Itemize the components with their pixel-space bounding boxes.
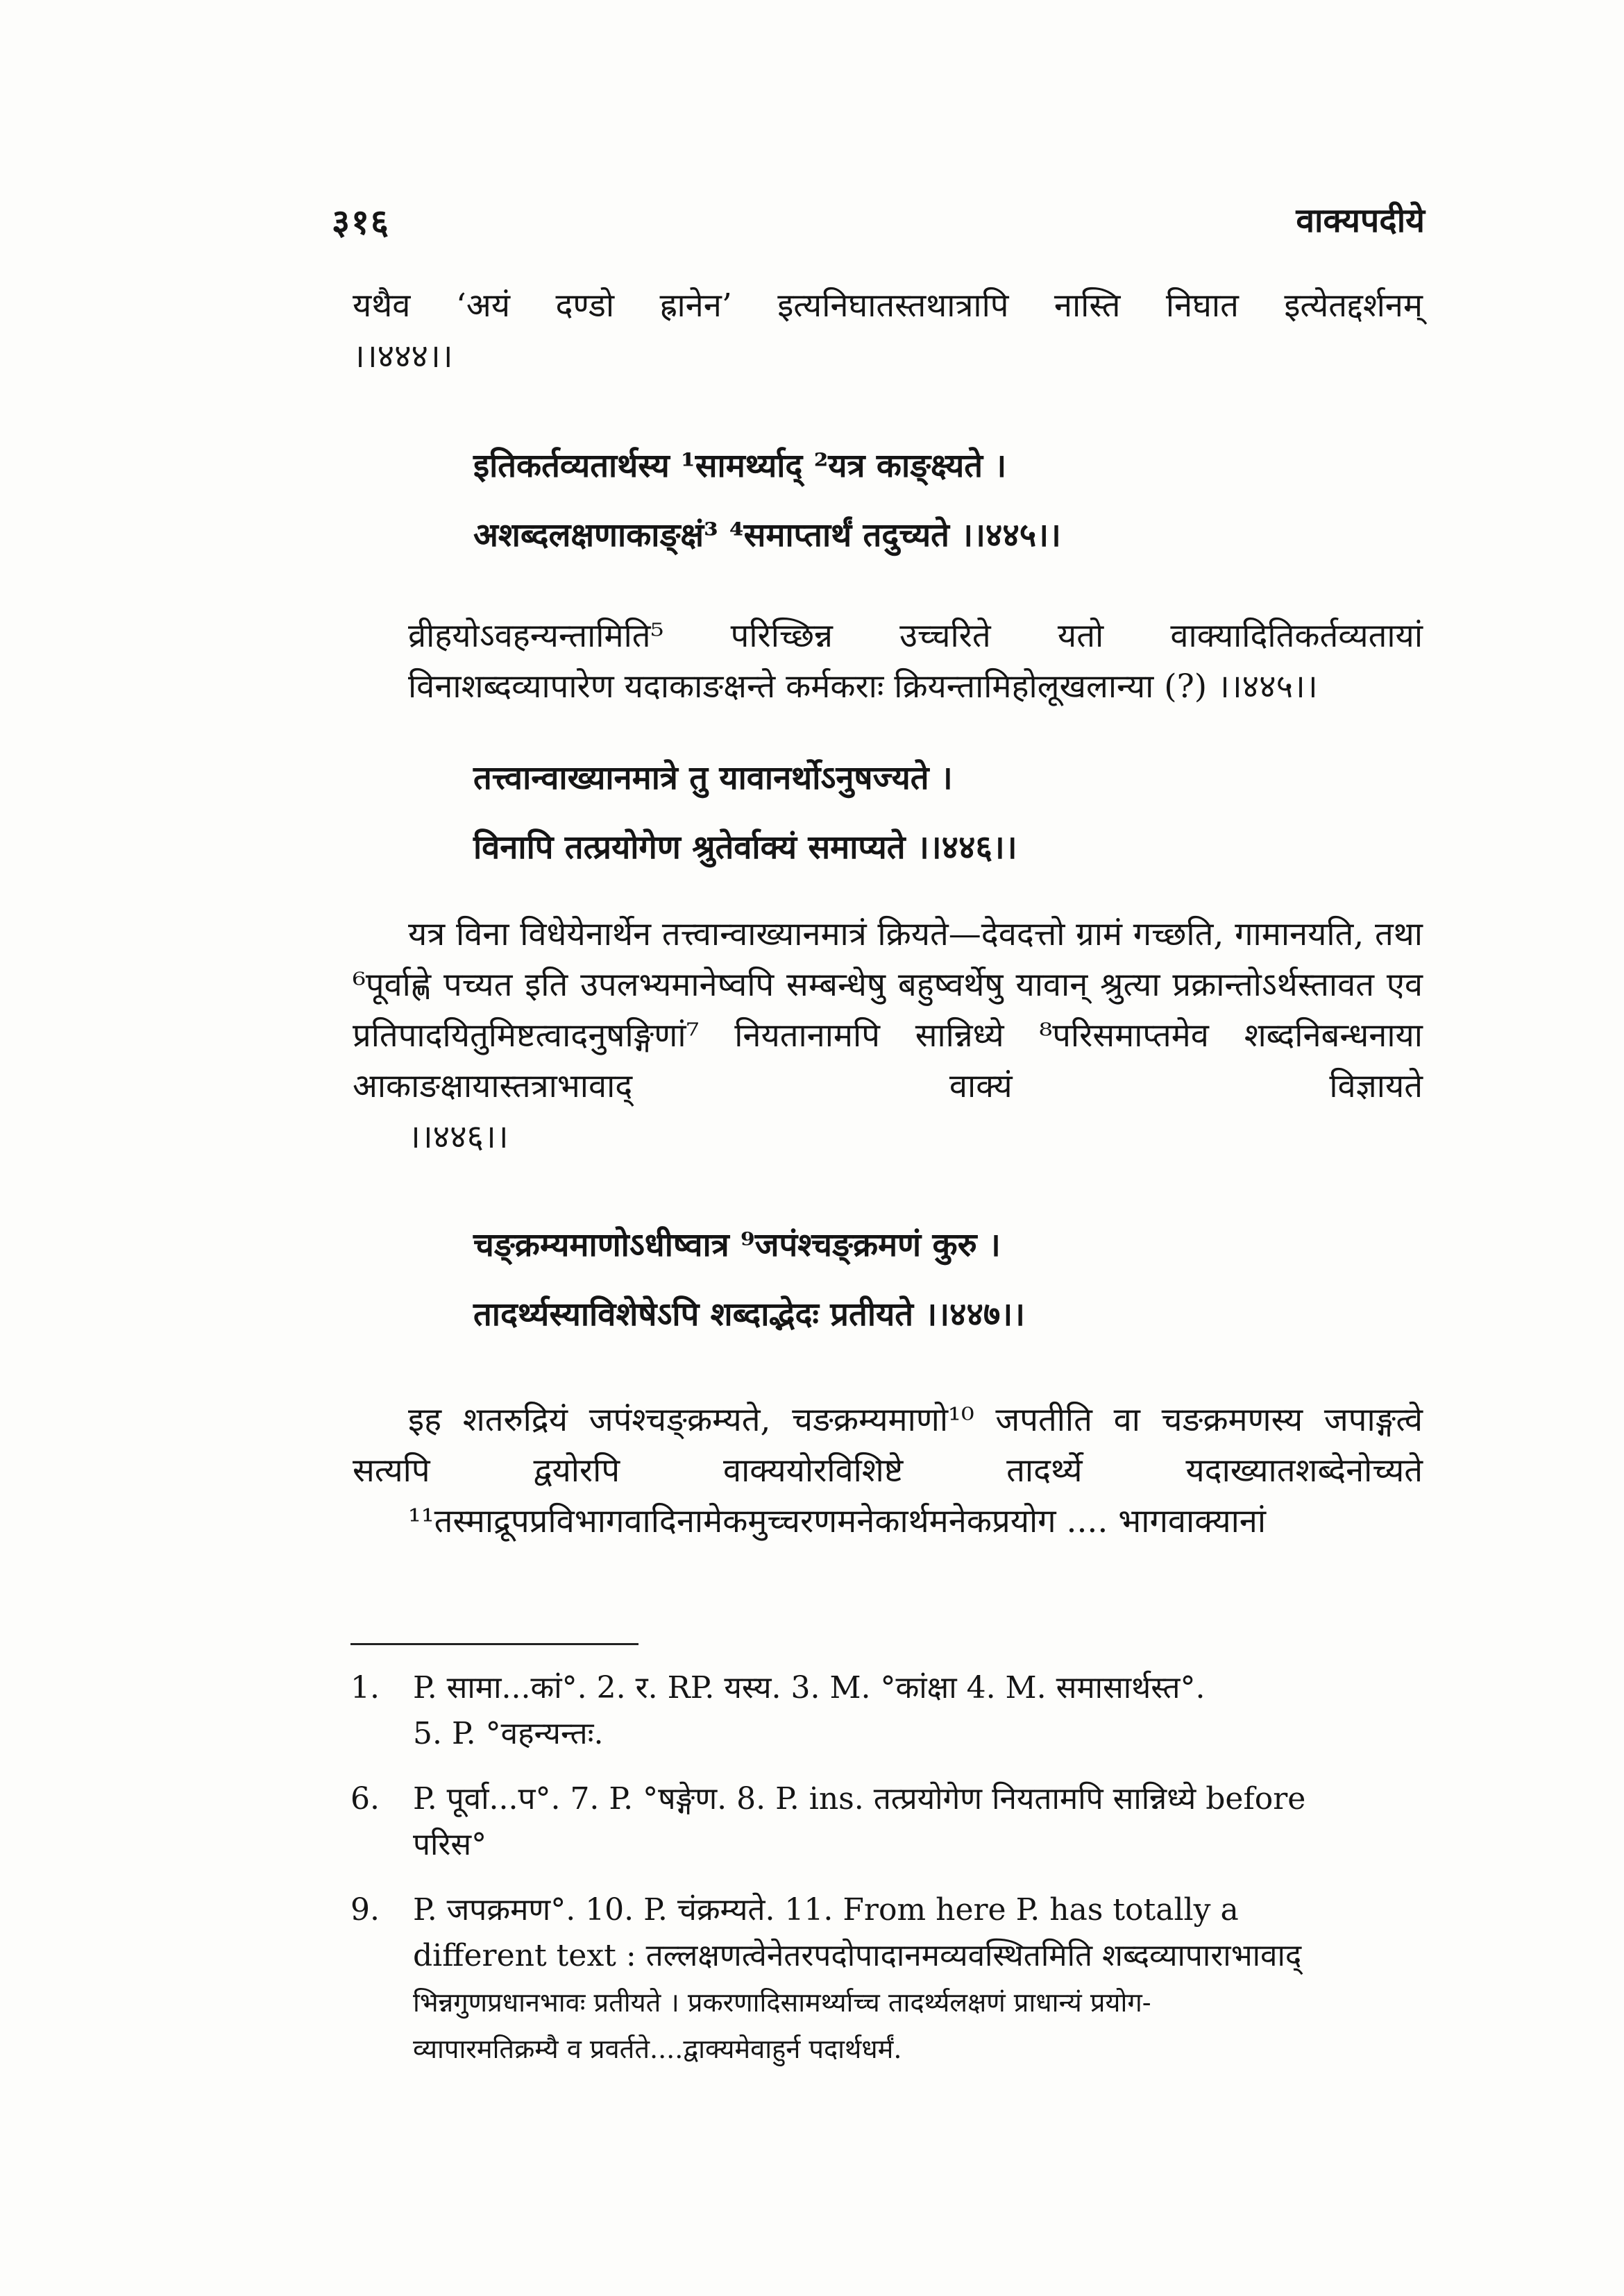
verse-447 bbox=[473, 1211, 1445, 1350]
footnote-line: P. जपक्रमण°. 10. P. चंक्रम्यते. 11. From here P. has totally a bbox=[413, 1892, 1239, 1928]
passage-line: जपाङ्गत्वे सत्यपि द्वयोरपि वाक्ययोरविशिष्टे तादर्थ्ये यदाख्यातशब्देनोच्यते bbox=[353, 1401, 1423, 1490]
footnote-9 bbox=[350, 1887, 1423, 2072]
verse-line: अशब्दलक्षणाकाङ्क्षं³ ⁴समाप्तार्थं तदुच्यते ।।४४५।। bbox=[473, 516, 1061, 554]
footnote-line: P. पूर्वा...प°. 7. P. °षङ्गेण. 8. P. ins. तत्प्रयोगेण नियतामपि सान्निध्ये before bbox=[413, 1781, 1306, 1817]
footnote-line: P. सामा...कां°. 2. र. RP. यस्य. 3. M. °कांक्षा 4. M. समासार्थस्त°. bbox=[413, 1670, 1206, 1706]
passage-line: यत्र विना विधेयेनार्थेन तत्त्वान्वाख्यानमात्रं क्रियते—देवदत्तो ग्रामं गच्छति, bbox=[408, 915, 1224, 953]
footnote-line: भिन्नगुणप्रधानभावः प्रतीयते । प्रकरणादिसामर्थ्याच्च तादर्थ्यलक्षणं प्राधान्यं प्रयोग- bbox=[413, 1987, 1151, 2018]
footnote-6 bbox=[350, 1776, 1423, 1868]
passage-line: श्रुत्या प्रक्रान्तोऽर्थस्तावत एव प्रतिपादयितुमिष्टत्वादनुषङ्गिणां⁷ नियतानामपि bbox=[353, 966, 1423, 1055]
commentary-446 bbox=[353, 909, 1423, 1162]
page-number: ३१६ bbox=[332, 201, 390, 242]
running-title: वाक्यपदीये bbox=[1296, 201, 1425, 240]
passage-444-tail bbox=[353, 280, 1423, 382]
footnote-line: 5. P. °वहन्यन्तः. bbox=[413, 1716, 604, 1751]
passage-line: व्रीहयोऽवहन्यन्तामिति⁵ परिच्छिन्न उच्चरिते यतो वाक्यादितिकर्तव्यतायां bbox=[408, 617, 1423, 655]
verse-line: इतिकर्तव्यतार्थस्य ¹सामर्थ्याद् ²यत्र काङ्क्ष्यते । bbox=[473, 447, 1007, 485]
passage-line: इह शतरुद्रियं जपंश्चङ्क्रम्यते, चङक्रम्यमाणो¹⁰ जपतीति वा चङक्रमणस्य bbox=[408, 1401, 1303, 1439]
footnote-line: व्यापारमतिक्रम्यै व प्रवर्तते....द्वाक्यमेवाहुर्न पदार्थधर्मं. bbox=[413, 2034, 902, 2064]
footnote-line: परिस° bbox=[413, 1827, 487, 1862]
passage-line: ¹¹तस्माद्रूपप्रविभागवादिनामेकमुच्चरणमनेकार्थमनेकप्रयोग .... भागवाक्यानां bbox=[408, 1502, 1267, 1540]
footnote-line: different text : तल्लक्षणत्वेनेतरपदोपादानमव्यवस्थितमिति शब्दव्यापाराभावाद् bbox=[413, 1938, 1302, 1973]
verse-line: तत्त्वान्वाख्यानमात्रे तु यावानर्थोऽनुषज्यते । bbox=[473, 759, 953, 797]
footnote-number: 6. bbox=[350, 1781, 380, 1817]
verse-line: विनापि तत्प्रयोगेण श्रुतेर्वाक्यं समाप्यते ।।४४६।। bbox=[473, 828, 1017, 867]
passage-line: विनाशब्दव्यापारेण यदाकाङक्षन्ते कर्मकराः क्रियन्तामिहोलूखलान्या (?) ।।४४५।। bbox=[408, 667, 1318, 706]
passage-line: गामानयति, तथा ⁶पूर्वाह्णे पच्यत इति उपलभ्यमानेष्वपि सम्बन्धेषु बहुष्वर्थेषु यावान् bbox=[353, 915, 1423, 1004]
footnote-1 bbox=[350, 1665, 1423, 1757]
passage-line: यथैव ‘अयं दण्डो ह्रानेन’ इत्यनिघातस्तथात्रापि नास्ति निघात इत्येतद्दर्शनम् bbox=[353, 287, 1423, 325]
footnote-rule bbox=[350, 1643, 638, 1645]
verse-line: चङ्क्रम्यमाणोऽधीष्वात्र ⁹जपंश्चङ्क्रमणं कुरु । bbox=[473, 1226, 1001, 1264]
passage-line: ।।४४४।। bbox=[353, 337, 453, 375]
footnote-number: 9. bbox=[350, 1892, 380, 1928]
passage-line: ।।४४६।। bbox=[408, 1118, 509, 1156]
verse-446 bbox=[473, 744, 1445, 883]
verse-line: तादर्थ्यस्याविशेषेऽपि शब्दाद्भेदः प्रतीयते ।।४४७।। bbox=[473, 1295, 1025, 1334]
footnote-number: 1. bbox=[350, 1670, 380, 1706]
passage-line: सान्निध्ये ⁸परिसमाप्तमेव शब्दनिबन्धनाया आकाङक्षायास्तत्राभावाद् वाक्यं विज्ञायते bbox=[353, 1017, 1423, 1105]
commentary-447 bbox=[353, 1395, 1423, 1547]
verse-445 bbox=[473, 432, 1445, 570]
commentary-445 bbox=[353, 611, 1423, 712]
